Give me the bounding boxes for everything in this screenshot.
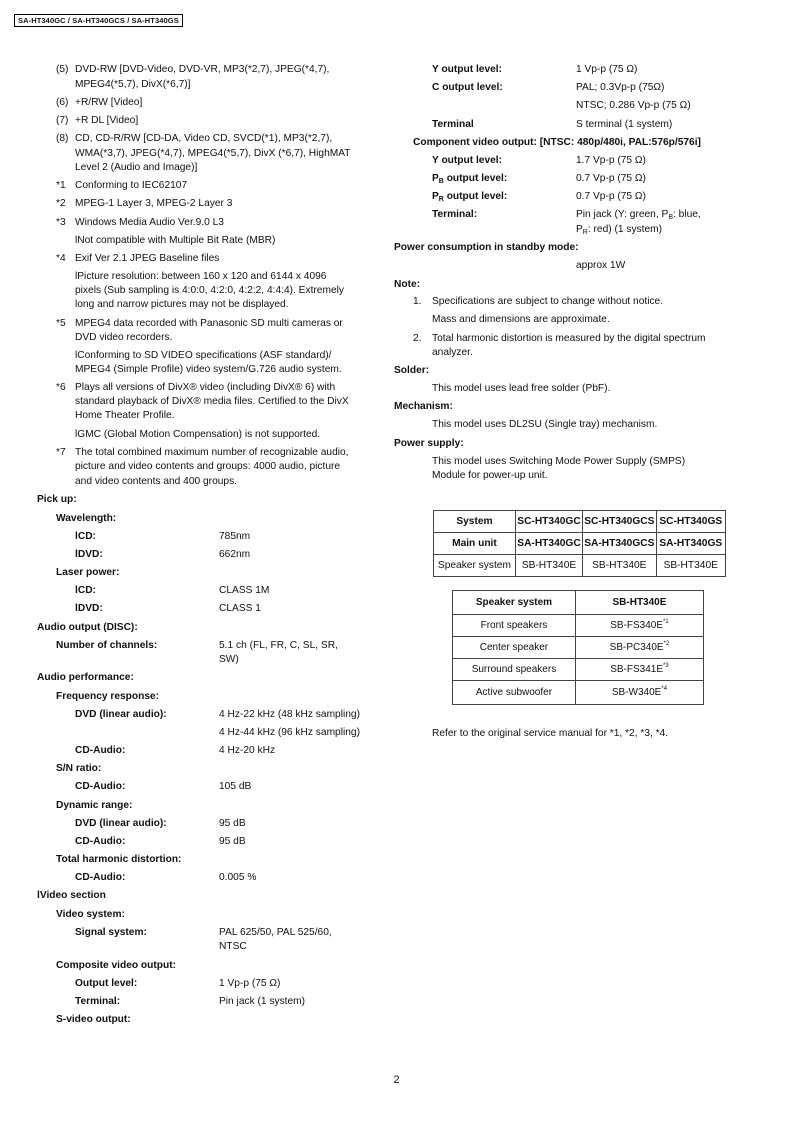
section-title-solder: Solder: <box>394 365 430 376</box>
table-cell: SC-HT340GCS <box>583 511 656 533</box>
spec-label: lDVD: <box>75 603 103 614</box>
note-text: lGMC (Global Motion Compensation) is not supported. <box>75 429 321 440</box>
section-title-mechanism: Mechanism: <box>394 401 453 412</box>
note-text: Plays all versions of DivX® video (including DivX® 6) with <box>75 382 336 393</box>
note-text: DVD video recorders. <box>75 332 173 343</box>
note-text: MPEG4 (Simple Profile) video system/G.726 audio system. <box>75 364 342 375</box>
note-text: Conforming to IEC62107 <box>75 180 188 191</box>
note-mark: *1 <box>56 180 66 191</box>
item-text: CD, CD-R/RW [CD-DA, Video CD, SVCD(*1), MP3(*2,7), <box>75 133 333 144</box>
note-mark: *4 <box>56 253 66 264</box>
spec-label: Laser power: <box>56 567 120 578</box>
spec-value: 95 dB <box>219 818 246 829</box>
note-text: lPicture resolution: between 160 x 120 and 6144 x 4096 <box>75 271 327 282</box>
speaker-model: SB-FS340E <box>610 620 664 631</box>
spec-value-part: : red) (1 system) <box>587 224 663 235</box>
spec-label: S-video output: <box>56 1014 131 1025</box>
note-text: Exif Ver 2.1 JPEG Baseline files <box>75 253 220 264</box>
spec-value: 95 dB <box>219 836 246 847</box>
note-mark: *2 <box>56 198 66 209</box>
table-cell: System <box>434 511 516 533</box>
note-mark: *3 <box>56 217 66 228</box>
spec-value: 0.7 Vp-p (75 Ω) <box>576 191 646 202</box>
spec-label-pb: $P_B$ output level: <box>432 173 508 185</box>
note-text: MPEG-1 Layer 3, MPEG-2 Layer 3 <box>75 198 233 209</box>
section-text: Module for power-up unit. <box>432 470 548 481</box>
note-text: and video contents and 400 groups. <box>75 476 237 487</box>
note-text: MPEG4 data recorded with Panasonic SD multi cameras or <box>75 318 343 329</box>
table-row <box>434 511 726 533</box>
spec-label: CD-Audio: <box>75 745 126 756</box>
note-text: standard playback of DivX® media files. Certified to the DivX <box>75 396 349 407</box>
section-title-pickup: Pick up: <box>37 494 77 505</box>
footnote-mark: *2 <box>663 641 670 647</box>
footnote-mark: *3 <box>663 663 669 669</box>
spec-label: Terminal: <box>75 996 121 1007</box>
spec-label: lCD: <box>75 585 96 596</box>
spec-value: 5.1 ch (FL, FR, C, SL, SR, <box>219 640 338 651</box>
table-cell <box>575 637 703 659</box>
spec-label: CD-Audio: <box>75 872 126 883</box>
note-text: long and narrow pictures may not be displayed. <box>75 299 289 310</box>
page-header-model: SA-HT340GC / SA-HT340GCS / SA-HT340GS <box>14 14 183 27</box>
note-mark: *5 <box>56 318 66 329</box>
spec-value: CLASS 1 <box>219 603 261 614</box>
section-title-note: Note: <box>394 279 421 290</box>
spec-value: 662nm <box>219 549 251 560</box>
section-text: This model uses lead free solder (PbF). <box>432 383 611 394</box>
section-title-power-supply: Power supply: <box>394 438 464 449</box>
spec-value: 0.005 % <box>219 872 257 883</box>
spec-label: CD-Audio: <box>75 781 126 792</box>
spec-label: Terminal: <box>432 209 478 220</box>
spec-label: Dynamic range: <box>56 800 133 811</box>
spec-label: Video system: <box>56 909 125 920</box>
spec-label: Terminal <box>432 119 474 130</box>
note-text: Total harmonic distortion is measured by the digital spectrum <box>432 333 706 344</box>
note-text: Windows Media Audio Ver.9.0 L3 <box>75 217 224 228</box>
spec-label: lDVD: <box>75 549 103 560</box>
spec-value: NTSC <box>219 941 247 952</box>
table-row <box>434 555 726 577</box>
spec-label: Composite video output: <box>56 960 176 971</box>
note-text: Mass and dimensions are approximate. <box>432 314 610 325</box>
system-table <box>433 510 726 577</box>
spec-value: 105 dB <box>219 781 252 792</box>
table-cell: Speaker system <box>434 555 516 577</box>
table-cell: SB-HT340E <box>656 555 726 577</box>
footnote-mark: *4 <box>661 686 668 692</box>
table-cell: SC-HT340GS <box>656 511 726 533</box>
table-row <box>453 659 704 681</box>
spec-label: S/N ratio: <box>56 763 102 774</box>
section-title-video: lVideo section <box>37 890 106 901</box>
section-title-audio-output: Audio output (DISC): <box>37 622 138 633</box>
section-text: This model uses Switching Mode Power Supply (SMPS) <box>432 456 686 467</box>
table-cell: SA-HT340GC <box>515 533 582 555</box>
note-text: lConforming to SD VIDEO specifications (ASF standard)/ <box>75 350 332 361</box>
speaker-model: SB-PC340E <box>609 642 664 653</box>
table-cell: Speaker system <box>453 591 576 615</box>
note-mark: *7 <box>56 447 66 458</box>
footnote-mark: *1 <box>663 619 669 625</box>
spec-value: 1 Vp-p (75 Ω) <box>219 978 281 989</box>
spec-value-part: Pin jack (Y: green, P <box>576 209 669 220</box>
table-cell: SC-HT340GC <box>515 511 582 533</box>
spec-value: PAL; 0.3Vp-p (75Ω) <box>576 82 665 93</box>
spec-label: lCD: <box>75 531 96 542</box>
table-row <box>453 615 704 637</box>
note-text: lNot compatible with Multiple Bit Rate (MBR) <box>75 235 276 246</box>
note-text: Specifications are subject to change without notice. <box>432 296 664 307</box>
item-text: DVD-RW [DVD-Video, DVD-VR, MP3(*2,7), JPEG(*4,7), <box>75 64 330 75</box>
note-text: Home Theater Profile. <box>75 410 175 421</box>
spec-label: Wavelength: <box>56 513 117 524</box>
item-number: (8) <box>56 133 69 144</box>
page-number: 2 <box>393 1074 400 1086</box>
speaker-model: SB-FS341E <box>610 664 664 675</box>
section-title-power-standby: Power consumption in standby mode: <box>394 242 579 253</box>
spec-label: C output level: <box>432 82 503 93</box>
table-cell: SB-HT340E <box>575 591 703 615</box>
spec-label: DVD (linear audio): <box>75 709 167 720</box>
spec-value: approx 1W <box>576 260 626 271</box>
table-row <box>453 591 704 615</box>
table-cell: Active subwoofer <box>453 681 576 705</box>
spec-value: 4 Hz-22 kHz (48 kHz sampling) <box>219 709 360 720</box>
speaker-model: SB-W340E <box>611 687 662 698</box>
spec-value: 1.7 Vp-p (75 Ω) <box>576 155 646 166</box>
spec-label: Signal system: <box>75 927 147 938</box>
spec-value: SW) <box>219 654 239 665</box>
note-text: picture and video contents and groups: 4000 audio, picture <box>75 461 341 472</box>
spec-value: 785nm <box>219 531 251 542</box>
item-text: MPEG4(*5,7), DivX(*6,7)] <box>75 79 191 90</box>
spec-value: Pin jack (Y: green, $P_B$: blue, <box>576 209 701 221</box>
spec-value: PAL 625/50, PAL 525/60, <box>219 927 332 938</box>
spec-value: 0.7 Vp-p (75 Ω) <box>576 173 646 184</box>
spec-value: 4 Hz-20 kHz <box>219 745 276 756</box>
spec-value: 4 Hz-44 kHz (96 kHz sampling) <box>219 727 360 738</box>
speaker-table <box>452 590 704 705</box>
spec-value: S terminal (1 system) <box>576 119 673 130</box>
spec-label: DVD (linear audio): <box>75 818 167 829</box>
spec-label: Number of channels: <box>56 640 158 651</box>
section-text: This model uses DL2SU (Single tray) mechanism. <box>432 419 658 430</box>
note-text: analyzer. <box>432 347 473 358</box>
spec-label: Y output level: <box>432 64 502 75</box>
table-cell: Main unit <box>434 533 516 555</box>
item-text: +R DL [Video] <box>75 115 139 126</box>
spec-value: 1 Vp-p (75 Ω) <box>576 64 638 75</box>
section-title-component-video: Component video output: [NTSC: 480p/480i, PAL:576p/576i] <box>413 137 701 148</box>
table-cell <box>575 615 703 637</box>
spec-label: Total harmonic distortion: <box>56 854 182 865</box>
spec-value-part: : blue, <box>672 209 701 220</box>
item-text: WMA(*3,7), JPEG(*4,7), MPEG4(*5,7), DivX (*6,7), HighMAT <box>75 148 351 159</box>
note-mark: *6 <box>56 382 66 393</box>
table-cell <box>575 659 703 681</box>
note-text: The total combined maximum number of recognizable audio, <box>75 447 349 458</box>
spec-value: CLASS 1M <box>219 585 270 596</box>
spec-value: Pin jack (1 system) <box>219 996 306 1007</box>
spec-value: $P_R$: red) (1 system) <box>576 224 663 236</box>
section-title-audio-performance: Audio performance: <box>37 672 134 683</box>
item-number: (5) <box>56 64 69 75</box>
table-cell: SB-HT340E <box>583 555 656 577</box>
table-cell <box>575 681 703 705</box>
spec-label: Frequency response: <box>56 691 160 702</box>
spec-label: CD-Audio: <box>75 836 126 847</box>
item-number: (6) <box>56 97 69 108</box>
item-number: (7) <box>56 115 69 126</box>
table-row <box>453 681 704 705</box>
item-text: +R/RW [Video] <box>75 97 143 108</box>
table-cell: Center speaker <box>453 637 576 659</box>
note-text: pixels (Sub sampling is 4:0:0, 4:2:0, 4:2:2, 4:4:4). Extremely <box>75 285 344 296</box>
table-cell: Surround speakers <box>453 659 576 681</box>
item-text: Level 2 (Audio and Image)] <box>75 162 198 173</box>
table-row <box>453 637 704 659</box>
table-cell: SB-HT340E <box>515 555 582 577</box>
refer-note: Refer to the original service manual for *1, *2, *3, *4. <box>432 728 669 739</box>
table-cell: SA-HT340GS <box>656 533 726 555</box>
spec-label-pr: $P_R$ output level: <box>432 191 508 203</box>
table-cell: SA-HT340GCS <box>583 533 656 555</box>
table-cell: Front speakers <box>453 615 576 637</box>
table-row <box>434 533 726 555</box>
note-number: 1. <box>413 296 422 307</box>
spec-value: NTSC; 0.286 Vp-p (75 Ω) <box>576 100 691 111</box>
spec-label: Output level: <box>75 978 138 989</box>
note-number: 2. <box>413 333 422 344</box>
spec-label: Y output level: <box>432 155 502 166</box>
